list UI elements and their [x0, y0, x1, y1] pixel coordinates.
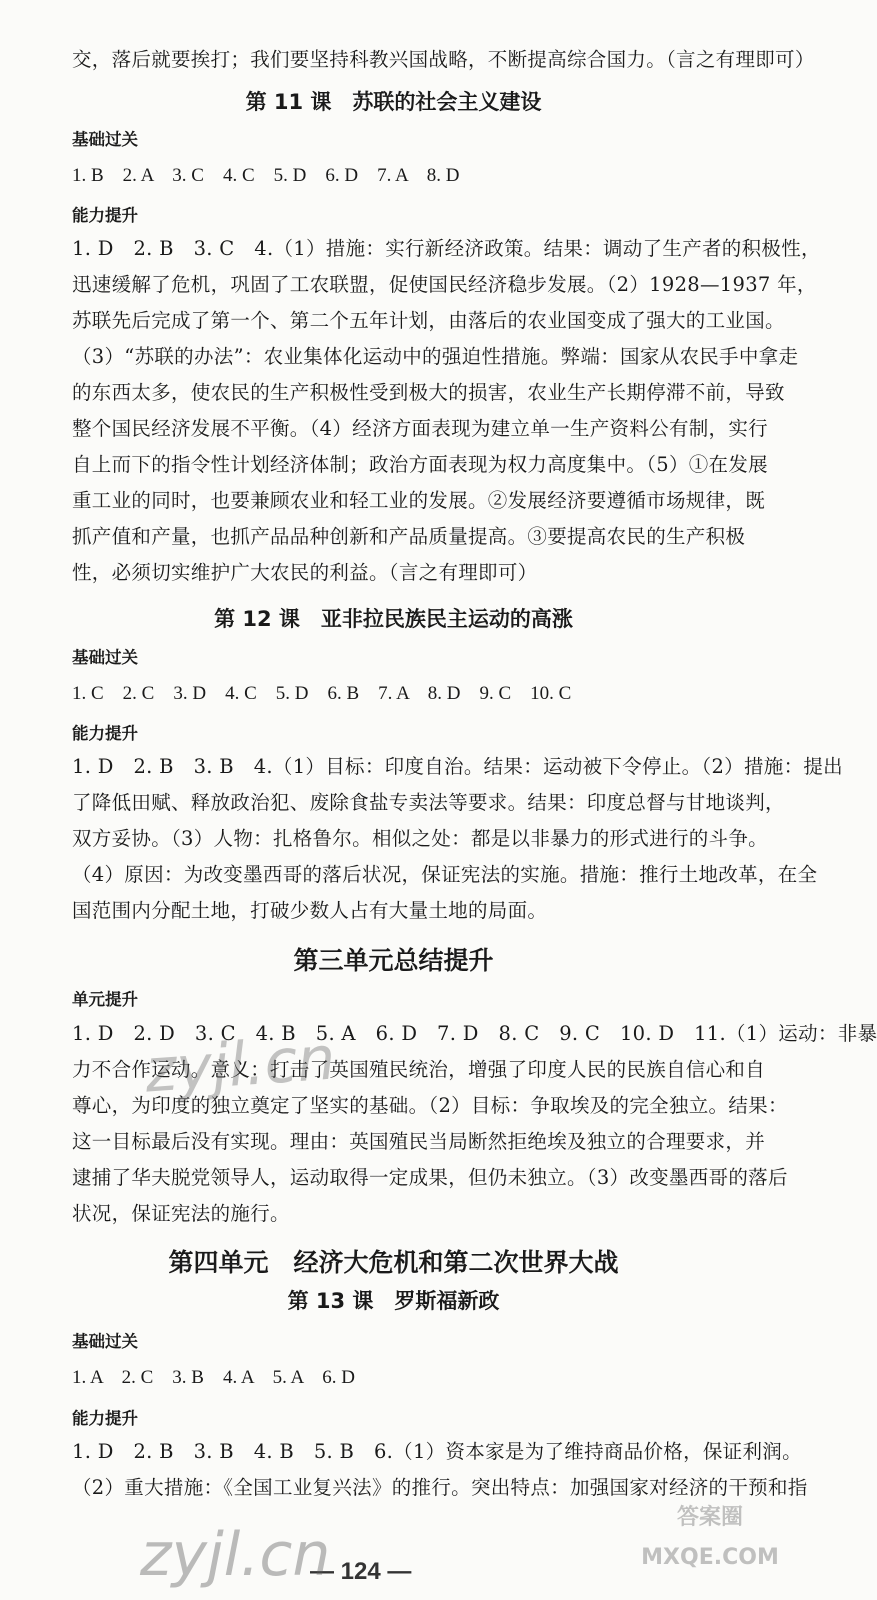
- lesson-12-ability-label: 能力提升: [72, 724, 138, 743]
- lesson-13-ability-line: 1. D 2. B 3. B 4. B 5. B 6.（1）资本家是为了维持商品价格，保证利润。: [72, 1440, 802, 1463]
- lesson-11-ability-line: 性，必须切实维护广大农民的利益。（言之有理即可）: [72, 561, 538, 584]
- lesson-11-ability-line: 重工业的同时，也要兼顾农业和轻工业的发展。②发展经济要遵循市场规律，既: [72, 489, 766, 512]
- unit-3-summary-title: 第三单元总结提升: [293, 946, 494, 975]
- lesson-12-ability-line: 1. D 2. B 3. B 4.（1）目标：印度自治。结果：运动被下令停止。（2）措施：提出: [72, 755, 843, 778]
- lesson-13-ability-line: （2）重大措施：《全国工业复兴法》的推行。突出特点：加强国家对经济的干预和指: [72, 1476, 808, 1499]
- lesson-11-ability-line: 苏联先后完成了第一个、第二个五年计划，由落后的农业国变成了强大的工业国。: [72, 309, 785, 332]
- lesson-12-ability-line: 了降低田赋、释放政治犯、废除食盐专卖法等要求。结果：印度总督与甘地谈判，: [72, 791, 785, 814]
- lesson-13-ability-label: 能力提升: [72, 1409, 138, 1428]
- unit-3-section-label: 单元提升: [72, 990, 138, 1009]
- page-number: — 124 —: [310, 1558, 412, 1585]
- lesson-12-basic-answers: 1. C 2. C 3. D 4. C 5. D 6. B 7. A 8. D 9. C 10. C: [72, 683, 572, 704]
- lesson-13-basic-answers: 1. A 2. C 3. B 4. A 5. A 6. D: [72, 1367, 355, 1388]
- unit-3-line: 状况，保证宪法的施行。: [72, 1202, 290, 1225]
- watermark-mid: zyjl.cn: [142, 1023, 338, 1107]
- lesson-11-title: 第 11 课 苏联的社会主义建设: [245, 90, 542, 114]
- lesson-11-ability-line: （3）“苏联的办法”：农业集体化运动中的强迫性措施。弊端：国家从农民手中拿走: [72, 345, 799, 368]
- lesson-12-title: 第 12 课 亚非拉民族民主运动的高涨: [214, 607, 573, 631]
- intro-line: 交，落后就要挨打；我们要坚持科教兴国战略，不断提高综合国力。（言之有理即可）: [72, 48, 815, 71]
- lesson-11-ability-line: 整个国民经济发展不平衡。（4）经济方面表现为建立单一生产资料公有制，实行: [72, 417, 768, 440]
- lesson-11-ability-line: 迅速缓解了危机，巩固了工农联盟，促使国民经济稳步发展。（2）1928—1937 年，: [72, 273, 817, 296]
- watermark-bottom: zyjl.cn: [140, 1520, 331, 1590]
- lesson-11-ability-label: 能力提升: [72, 206, 138, 225]
- lesson-11-ability-line: 自上而下的指令性计划经济体制；政治方面表现为权力高度集中。（5）①在发展: [72, 453, 768, 476]
- lesson-12-ability-line: （4）原因：为改变墨西哥的落后状况，保证宪法的实施。措施：推行土地改革，在全: [72, 863, 818, 886]
- lesson-11-ability-line: 的东西太多，使农民的生产积极性受到极大的损害，农业生产长期停滞不前，导致: [72, 381, 785, 404]
- unit-3-line: 逮捕了华夫脱党领导人，运动取得一定成果，但仍未独立。（3）改变墨西哥的落后: [72, 1166, 788, 1189]
- unit-4-title: 第四单元 经济大危机和第二次世界大战: [168, 1248, 619, 1277]
- lesson-13-basic-label: 基础过关: [72, 1332, 138, 1351]
- unit-3-line: 尊心，为印度的独立奠定了坚实的基础。（2）目标：争取埃及的完全独立。结果：: [72, 1094, 788, 1117]
- watermark-corner-logo: 答案圈 MXQE.COM: [641, 1505, 779, 1570]
- unit-3-line: 1. D 2. D 3. C 4. B 5. A 6. D 7. D 8. C 9. C 10. D 11.（1）运动：非暴: [72, 1022, 877, 1045]
- lesson-12-ability-line: 双方妥协。（3）人物：扎格鲁尔。相似之处：都是以非暴力的形式进行的斗争。: [72, 827, 768, 850]
- lesson-12-basic-label: 基础过关: [72, 648, 138, 667]
- lesson-13-title: 第 13 课 罗斯福新政: [287, 1289, 500, 1313]
- lesson-11-basic-answers: 1. B 2. A 3. C 4. C 5. D 6. D 7. A 8. D: [72, 165, 460, 186]
- unit-3-line: 力不合作运动。意义：打击了英国殖民统治，增强了印度人民的民族自信心和自: [72, 1058, 766, 1081]
- lesson-11-ability-line: 1. D 2. B 3. C 4.（1）措施：实行新经济政策。结果：调动了生产者的积极性，: [72, 237, 821, 260]
- lesson-12-ability-line: 国范围内分配土地，打破少数人占有大量土地的局面。: [72, 899, 548, 922]
- lesson-11-ability-line: 抓产值和产量，也抓产品品种创新和产品质量提高。③要提高农民的生产积极: [72, 525, 746, 548]
- unit-3-line: 这一目标最后没有实现。理由：英国殖民当局断然拒绝埃及独立的合理要求，并: [72, 1130, 766, 1153]
- lesson-11-basic-label: 基础过关: [72, 130, 138, 149]
